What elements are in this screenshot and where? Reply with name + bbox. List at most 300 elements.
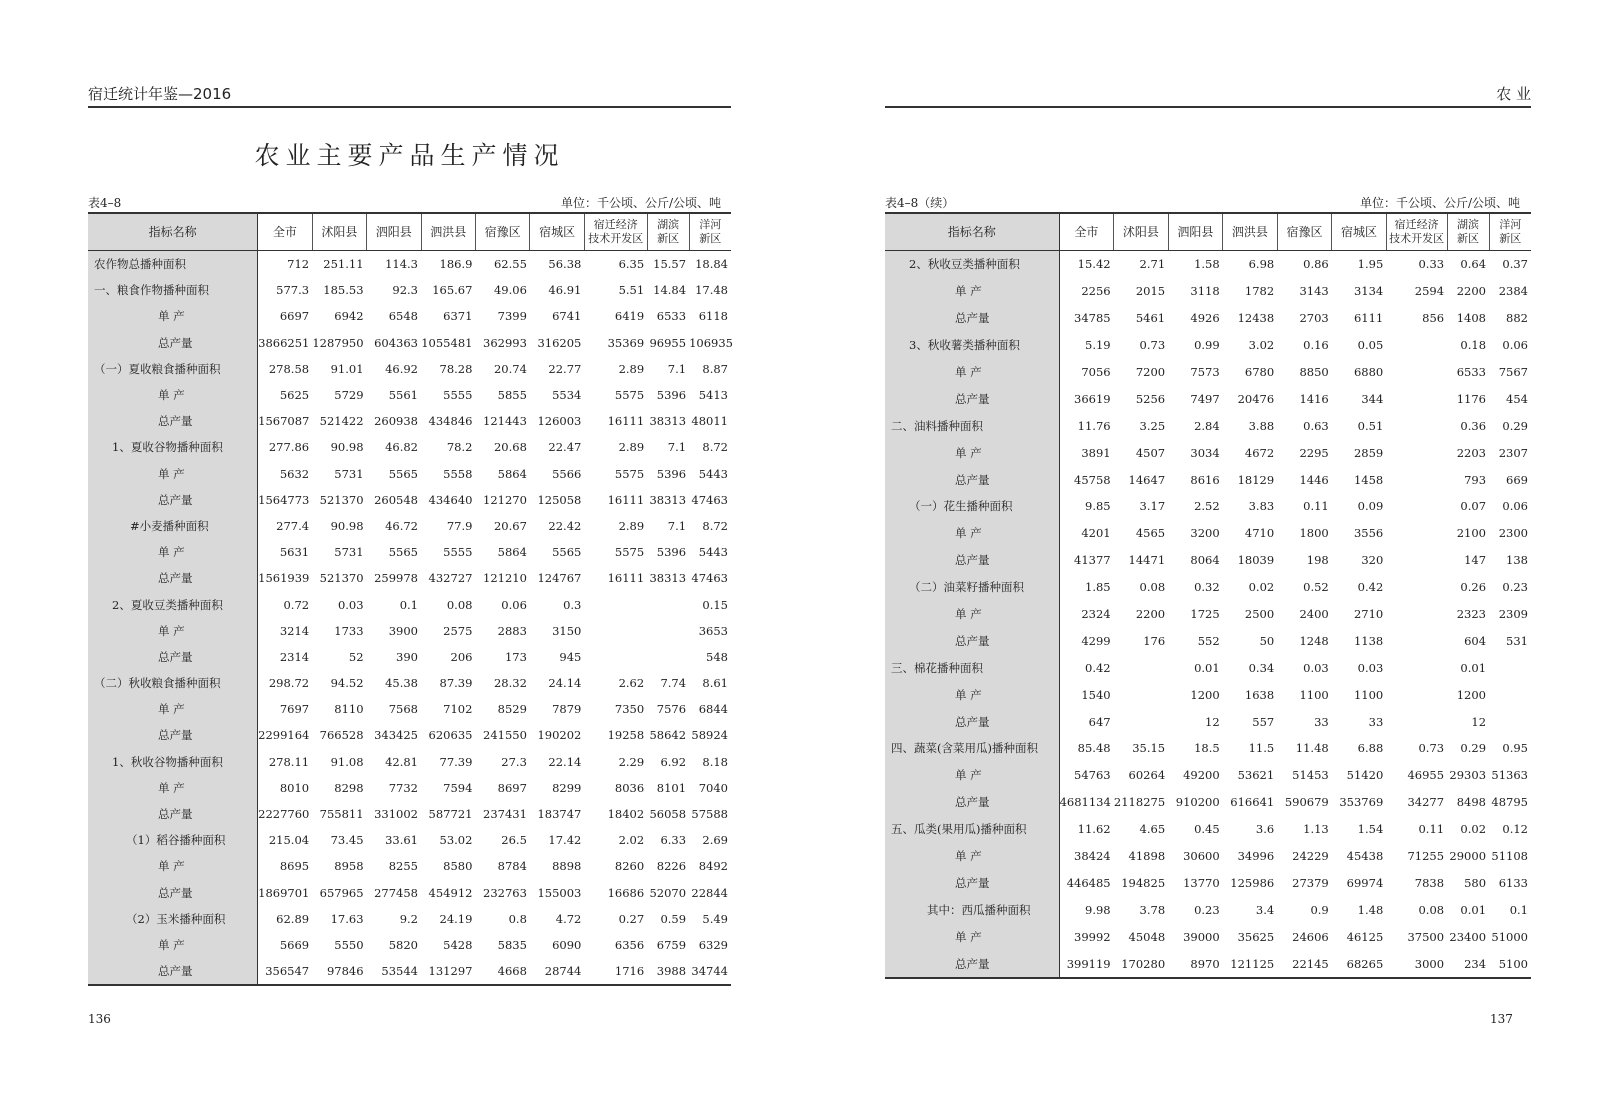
row-label: 总产量: [88, 565, 258, 591]
table-cell: 125058: [537, 492, 582, 507]
table-cell: 68265: [1346, 956, 1384, 971]
row-label: 二、油料播种面积: [885, 412, 1059, 439]
table-row: [885, 681, 1531, 708]
table-cell: 232763: [483, 885, 527, 900]
table-cell: 3150: [552, 623, 582, 638]
table-cell: 5396: [656, 545, 687, 560]
table-cell: 0.02: [1248, 580, 1275, 595]
table-cell: 910200: [1175, 795, 1220, 810]
table-cell: 2883: [497, 623, 527, 638]
table-cell: 5396: [656, 388, 687, 403]
table-cell: 0.99: [1194, 338, 1220, 353]
table-cell: 3.83: [1248, 499, 1275, 514]
row-label: 总产量: [885, 789, 1059, 816]
table-cell: 5864: [497, 545, 527, 560]
table-cell: 24.14: [548, 676, 582, 691]
table-cell: 125986: [1230, 875, 1275, 890]
table-cell: [1489, 681, 1531, 708]
table-cell: 260548: [374, 492, 418, 507]
table-cell: 48795: [1491, 795, 1528, 810]
table-cell: 2300: [1498, 526, 1528, 541]
table-cell: 11.62: [1077, 822, 1111, 837]
table-cell: 34277: [1407, 795, 1445, 810]
table-cell: 0.95: [1502, 741, 1528, 756]
table-cell: 0.29: [1502, 418, 1528, 433]
table-cell: 2.71: [1139, 257, 1166, 272]
table-cell: 20.67: [493, 518, 527, 533]
table-cell: 446485: [1066, 875, 1111, 890]
table-cell: 434846: [428, 414, 473, 429]
table-cell: 237431: [483, 807, 527, 822]
table-cell: 42.81: [385, 754, 418, 769]
table-cell: 69974: [1346, 875, 1384, 890]
table-cell: 4.72: [555, 911, 582, 926]
table-row: [88, 670, 731, 696]
table-cell: 3.4: [1255, 902, 1275, 917]
table-row: [885, 923, 1531, 950]
table-row: [88, 696, 731, 722]
table-cell: 8101: [656, 780, 687, 795]
table-cell: 121270: [483, 492, 527, 507]
table-cell: 1446: [1299, 472, 1329, 487]
table-row: [88, 513, 731, 539]
table-cell: 6741: [552, 309, 582, 324]
table-cell: 5731: [334, 545, 364, 560]
table-cell: 22145: [1292, 956, 1329, 971]
table-cell: 6533: [656, 309, 687, 324]
table-row: [885, 601, 1531, 628]
page-number: 136: [88, 1012, 111, 1026]
table-cell: [1386, 601, 1447, 628]
table-cell: 6780: [1244, 365, 1275, 379]
table-cell: 58642: [649, 728, 687, 743]
row-label: （一）花生播种面积: [885, 493, 1059, 520]
table-cell: 7.1: [667, 518, 687, 533]
row-label: 1、夏收谷物播种面积: [88, 434, 258, 460]
table-cell: 5461: [1135, 311, 1166, 326]
table-cell: 7568: [388, 702, 418, 717]
table-row: [885, 816, 1531, 843]
table-cell: 53621: [1237, 768, 1275, 783]
table-cell: 344: [1361, 391, 1384, 406]
table-row: [88, 251, 731, 278]
table-cell: 78.2: [446, 440, 473, 455]
table-cell: 51000: [1491, 929, 1528, 944]
table-cell: 0.01: [1460, 902, 1487, 917]
table-cell: 278.11: [268, 754, 310, 769]
table-cell: 3214: [279, 623, 310, 638]
table-row: [88, 565, 731, 591]
row-label: 总产量: [885, 305, 1059, 332]
table-cell: 2.89: [618, 440, 645, 455]
table-cell: 7567: [1498, 365, 1528, 379]
row-label: 总产量: [885, 466, 1059, 493]
table-cell: 18039: [1237, 553, 1275, 568]
table-cell: 8260: [614, 859, 645, 874]
row-label: 三、棉花播种面积: [885, 654, 1059, 681]
table-cell: 2307: [1498, 445, 1528, 460]
table-cell: [1489, 708, 1531, 735]
table-cell: 7.74: [660, 676, 687, 691]
row-label: 总产量: [88, 801, 258, 827]
table-cell: 16111: [607, 492, 645, 507]
row-label: 总产量: [88, 880, 258, 906]
table-row: [88, 356, 731, 382]
table-cell: 7697: [279, 702, 310, 717]
table-cell: 6880: [1353, 365, 1384, 379]
table-cell: 12: [1205, 714, 1220, 729]
table-cell: 766528: [319, 728, 364, 743]
table-cell: [1114, 654, 1169, 681]
table-cell: 60264: [1128, 768, 1166, 783]
table-cell: 0.9: [1310, 902, 1329, 917]
table-cell: 3556: [1353, 526, 1384, 541]
row-label: 四、蔬菜(含菜用瓜)播种面积: [885, 735, 1059, 762]
table-cell: 22.77: [548, 361, 582, 376]
table-cell: 3.78: [1139, 902, 1166, 917]
row-label: （二）秋收粮食播种面积: [88, 670, 258, 696]
row-label: 总产量: [885, 385, 1059, 412]
table-cell: 399119: [1066, 956, 1111, 971]
table-cell: 147: [1464, 553, 1487, 568]
table-cell: 4.65: [1139, 822, 1166, 837]
table-cell: 5669: [279, 937, 310, 952]
table-cell: 3.88: [1248, 418, 1275, 433]
table-cell: 206: [450, 649, 473, 664]
table-cell: 7.1: [667, 361, 687, 376]
table-cell: 3866251: [258, 335, 310, 350]
table-cell: 3200: [1190, 526, 1220, 541]
table-cell: 5443: [698, 545, 728, 560]
table-cell: 0.1: [399, 597, 418, 612]
table-cell: 8.72: [702, 440, 728, 455]
table-row: [885, 950, 1531, 978]
table-cell: 77.39: [439, 754, 473, 769]
table-cell: 8010: [279, 780, 310, 795]
table-cell: 23400: [1449, 929, 1487, 944]
table-cell: 45.38: [385, 676, 418, 691]
table-row: [88, 408, 731, 434]
table-cell: 7732: [388, 780, 418, 795]
table-cell: 1416: [1299, 391, 1329, 406]
page-title: 农业主要产品生产情况: [254, 141, 565, 170]
table-cell: 0.34: [1248, 660, 1275, 675]
table-cell: 0.73: [1418, 741, 1445, 756]
table-cell: 6419: [614, 309, 645, 324]
table-cell: 521370: [319, 571, 364, 586]
table-cell: 1138: [1353, 633, 1384, 648]
table-row: [885, 762, 1531, 789]
table-cell: 3034: [1190, 445, 1220, 460]
table-row: [885, 385, 1531, 412]
table-cell: 2309: [1498, 607, 1528, 622]
table-cell: 62.55: [493, 257, 527, 272]
table-cell: 557: [1252, 714, 1275, 729]
column-header: 指标名称: [88, 213, 258, 251]
table-cell: 33.61: [385, 833, 418, 848]
table-cell: 0.29: [1460, 741, 1487, 756]
table-cell: 96955: [649, 335, 687, 350]
row-label: 单 产: [88, 775, 258, 801]
table-cell: 2295: [1299, 445, 1329, 460]
table-cell: 3118: [1190, 284, 1220, 299]
row-label: 其中：西瓜播种面积: [885, 896, 1059, 923]
table-cell: 0.73: [1139, 338, 1166, 353]
table-cell: 7350: [614, 702, 645, 717]
table-cell: 8.18: [702, 754, 728, 769]
table-cell: 24606: [1292, 929, 1329, 944]
row-label: 单 产: [885, 439, 1059, 466]
table-cell: 531: [1506, 633, 1528, 648]
table-cell: 38424: [1074, 849, 1111, 864]
table-cell: 1.85: [1085, 580, 1111, 595]
table-cell: 1.95: [1357, 257, 1384, 272]
table-cell: 5256: [1135, 391, 1166, 406]
table-cell: 278.58: [268, 361, 310, 376]
table-row: [885, 466, 1531, 493]
table-cell: 5575: [614, 466, 645, 481]
table-row: [88, 722, 731, 748]
table-cell: 2710: [1353, 607, 1384, 622]
table-cell: 2.29: [618, 754, 645, 769]
table-row: [88, 303, 731, 329]
row-label: 总产量: [88, 722, 258, 748]
table-cell: 0.33: [1418, 257, 1445, 272]
table-cell: 234: [1464, 956, 1487, 971]
table-cell: 8.61: [702, 676, 728, 691]
table-cell: 356547: [265, 964, 310, 979]
running-head: 农 业: [885, 84, 1531, 108]
table-cell: 2575: [443, 623, 473, 638]
table-cell: 34785: [1074, 311, 1111, 326]
table-cell: 11.48: [1295, 741, 1329, 756]
table-cell: 185.53: [323, 283, 364, 298]
row-label: 总产量: [885, 547, 1059, 574]
table-cell: 20476: [1237, 391, 1275, 406]
table-cell: 7040: [698, 780, 728, 795]
column-header: 泗洪县: [421, 213, 475, 251]
table-cell: [1386, 681, 1447, 708]
table-row: [88, 801, 731, 827]
table-cell: [647, 591, 689, 617]
table-cell: 46955: [1407, 768, 1445, 783]
table-cell: 16111: [607, 571, 645, 586]
table-cell: 121443: [483, 414, 527, 429]
table-cell: 45758: [1074, 472, 1111, 487]
table-cell: 4299: [1081, 633, 1111, 648]
table-cell: 5534: [552, 388, 582, 403]
table-cell: 5565: [388, 545, 418, 560]
table-cell: 331002: [374, 807, 418, 822]
table-cell: [1386, 412, 1447, 439]
table-cell: [1386, 385, 1447, 412]
table-cell: 1100: [1299, 687, 1329, 702]
table-cell: 604: [1464, 633, 1487, 648]
table-cell: [1386, 627, 1447, 654]
table-cell: 4710: [1244, 526, 1275, 541]
table-cell: 121210: [483, 571, 527, 586]
table-cell: 277.4: [276, 518, 310, 533]
table-cell: 51363: [1491, 768, 1528, 783]
table-cell: 20.68: [493, 440, 527, 455]
table-cell: 3.17: [1139, 499, 1166, 514]
table-cell: 712: [287, 257, 310, 272]
table-cell: 8110: [334, 702, 364, 717]
table-cell: 46125: [1346, 929, 1384, 944]
table-cell: 1408: [1456, 311, 1487, 326]
table-cell: 3.6: [1255, 822, 1275, 837]
table-cell: 41898: [1128, 849, 1166, 864]
header-row: [885, 213, 1531, 251]
table-cell: 45048: [1128, 929, 1166, 944]
table-cell: 669: [1506, 472, 1528, 487]
table-cell: 190202: [537, 728, 582, 743]
table-meta: [885, 195, 1530, 211]
table-cell: 19258: [607, 728, 645, 743]
table-cell: 51108: [1491, 849, 1528, 864]
table-cell: 14471: [1128, 553, 1166, 568]
table-cell: 390: [396, 649, 418, 664]
row-label: 单 产: [885, 843, 1059, 870]
table-cell: [1386, 493, 1447, 520]
table-cell: 4672: [1244, 445, 1275, 460]
table-cell: 587721: [428, 807, 473, 822]
table-cell: [1386, 332, 1447, 359]
table-cell: 0.86: [1303, 257, 1329, 272]
table-cell: 124767: [537, 571, 582, 586]
table-cell: 183747: [537, 807, 582, 822]
table-cell: 24.19: [439, 911, 473, 926]
row-label: 总产量: [885, 627, 1059, 654]
table-cell: 13770: [1183, 875, 1220, 890]
table-cell: 11.5: [1248, 741, 1275, 756]
table-cell: [1386, 439, 1447, 466]
column-header: 沭阳县: [312, 213, 366, 251]
table-cell: 17.48: [695, 283, 728, 298]
table-cell: 8958: [334, 859, 364, 874]
table-cell: 37500: [1407, 929, 1445, 944]
table-cell: 22844: [691, 885, 728, 900]
table-row: [885, 547, 1531, 574]
table-cell: 12: [1471, 714, 1487, 729]
table-cell: 2859: [1353, 445, 1384, 460]
table-cell: 7.1: [667, 440, 687, 455]
table-number: 表4–8: [88, 196, 122, 210]
row-label: 总产量: [885, 708, 1059, 735]
table-row: [88, 539, 731, 565]
table-row: [885, 412, 1531, 439]
row-label: （2）玉米播种面积: [88, 906, 258, 932]
row-label: 单 产: [885, 923, 1059, 950]
table-cell: 198: [1306, 553, 1329, 568]
table-cell: 5.49: [702, 911, 728, 926]
table-cell: 454912: [428, 885, 473, 900]
table-cell: 173: [504, 649, 527, 664]
table-cell: 260938: [374, 414, 418, 429]
table-cell: 0.01: [1194, 660, 1220, 675]
column-header: 沭阳县: [1114, 213, 1169, 251]
table-cell: 78.28: [439, 361, 473, 376]
table-cell: 5835: [497, 937, 527, 952]
table-cell: 94.52: [330, 676, 364, 691]
table-cell: 90.98: [330, 440, 364, 455]
table-row: [88, 880, 731, 906]
table-cell: 186.9: [439, 257, 473, 272]
row-label: 单 产: [88, 382, 258, 408]
table-cell: 0.23: [1502, 580, 1528, 595]
table-cell: 8.72: [702, 518, 728, 533]
table-cell: 35625: [1237, 929, 1275, 944]
table-cell: 5632: [279, 466, 310, 481]
table-cell: 51420: [1346, 768, 1384, 783]
table-cell: 5864: [497, 466, 527, 481]
table-cell: 194825: [1121, 875, 1166, 890]
table-cell: 521370: [319, 492, 364, 507]
table-cell: 2400: [1299, 607, 1329, 622]
table-cell: 57588: [691, 807, 728, 822]
table-row: [88, 277, 731, 303]
table-cell: 1458: [1353, 472, 1384, 487]
table-cell: 5820: [388, 937, 418, 952]
row-label: 2、夏收豆类播种面积: [88, 591, 258, 617]
table-row: [88, 618, 731, 644]
table-cell: 3653: [698, 623, 728, 638]
table-cell: 0.15: [702, 597, 728, 612]
table-cell: 0.11: [1303, 499, 1329, 514]
table-cell: 3134: [1353, 284, 1384, 299]
table-cell: 39992: [1074, 929, 1111, 944]
table-cell: 7399: [497, 309, 527, 324]
table-cell: 8.87: [702, 361, 728, 376]
table-cell: 5396: [656, 466, 687, 481]
table-row: [885, 574, 1531, 601]
table-cell: 0.03: [1357, 660, 1384, 675]
table-row: [88, 461, 731, 487]
table-cell: [647, 618, 689, 644]
table-cell: 0.18: [1460, 338, 1487, 353]
table-cell: 16111: [607, 414, 645, 429]
table-cell: 8498: [1456, 795, 1487, 810]
table-cell: 0.3: [563, 597, 582, 612]
table-cell: 2500: [1244, 607, 1275, 622]
table-cell: 6759: [656, 937, 687, 952]
table-cell: 0.06: [1502, 499, 1528, 514]
table-row: [885, 627, 1531, 654]
table-cell: 0.23: [1194, 902, 1220, 917]
table-cell: 2200: [1135, 607, 1166, 622]
table-cell: 3000: [1414, 956, 1445, 971]
table-cell: 616641: [1230, 795, 1275, 810]
table-cell: 580: [1464, 875, 1487, 890]
table-cell: 4926: [1190, 311, 1220, 326]
table-cell: [1489, 654, 1531, 681]
table-cell: 1725: [1190, 607, 1220, 622]
table-cell: 647: [1088, 714, 1111, 729]
table-cell: 1200: [1190, 687, 1220, 702]
table-row: [885, 654, 1531, 681]
production-table: [885, 212, 1531, 979]
table-cell: 56.38: [548, 257, 582, 272]
unit-label: 单位：千公顷、公斤/公顷、吨: [560, 196, 721, 210]
table-cell: 0.59: [660, 911, 687, 926]
table-cell: 1287950: [312, 335, 364, 350]
table-row: [88, 382, 731, 408]
table-cell: 6.33: [660, 833, 687, 848]
table-row: [885, 278, 1531, 305]
row-label: 农作物总播种面积: [88, 251, 258, 278]
column-header: 宿城区: [530, 213, 584, 251]
table-cell: 755811: [319, 807, 364, 822]
